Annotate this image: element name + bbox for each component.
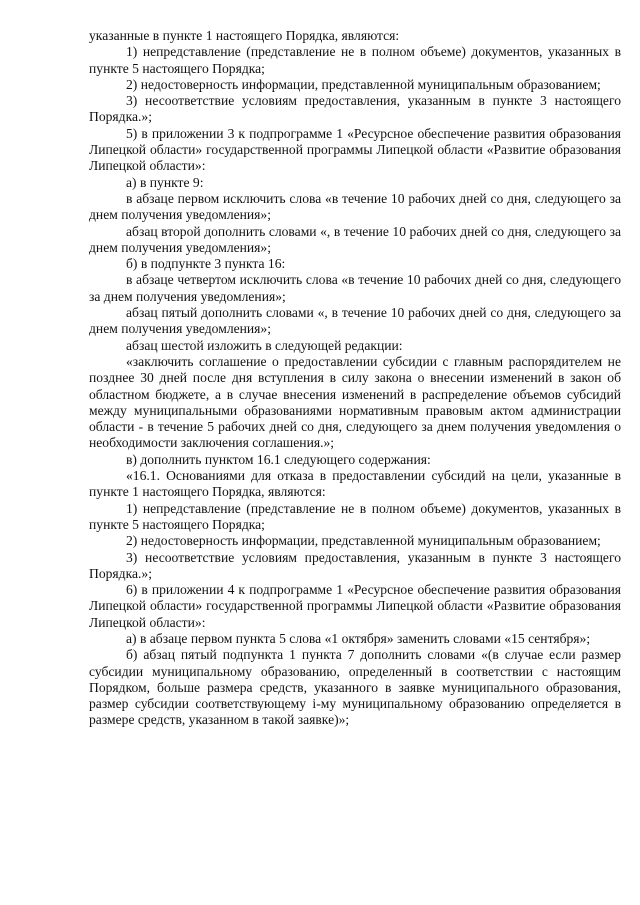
paragraph: 1) непредставление (представление не в полном объеме) документов, указанных в пункте 5 настоящего Порядка; bbox=[89, 44, 621, 76]
paragraph: а) в пункте 9: bbox=[126, 174, 204, 190]
paragraph: «16.1. Основаниями для отказа в предоставлении субсидий на цели, указанные в пункте 1 настоящего Порядка, являются: bbox=[89, 468, 621, 500]
document-page bbox=[89, 28, 621, 729]
paragraph: в абзаце четвертом исключить слова «в течение 10 рабочих дней со дня, следующего за днем получения уведомления»; bbox=[89, 272, 621, 304]
paragraph: б) абзац пятый подпункта 1 пункта 7 дополнить словами «(в случае если размер субсидии муниципальному образованию, определенный в соответствии с настоящим Порядком, больше размера средств, указанного в заявке муниципального образования, размер субсидии соответствующему i-му муниципальному образованию определяется в размере средств, указанном в такой заявке)»; bbox=[89, 647, 621, 728]
paragraph-continuation: указанные в пункте 1 настоящего Порядка, являются: bbox=[89, 28, 400, 43]
paragraph: 3) несоответствие условиям предоставления, указанным в пункте 3 настоящего Порядка.»; bbox=[89, 93, 621, 125]
paragraph: в) дополнить пунктом 16.1 следующего содержания: bbox=[126, 451, 431, 467]
paragraph: абзац второй дополнить словами «, в течение 10 рабочих дней со дня, следующего за днем получения уведомления»; bbox=[89, 223, 621, 255]
paragraph: абзац пятый дополнить словами «, в течение 10 рабочих дней со дня, следующего за днем получения уведомления»; bbox=[89, 305, 621, 337]
paragraph: в абзаце первом исключить слова «в течение 10 рабочих дней со дня, следующего за днем получения уведомления»; bbox=[89, 190, 621, 223]
paragraph: а) в абзаце первом пункта 5 слова «1 октября» заменить словами «15 сентября»; bbox=[126, 630, 591, 646]
paragraph: абзац шестой изложить в следующей редакции: bbox=[126, 337, 403, 353]
paragraph: 5) в приложении 3 к подпрограмме 1 «Ресурсное обеспечение развития образования Липецкой области» государственной программы Липецкой области «Развитие образования Липецкой области»: bbox=[89, 125, 621, 174]
paragraph: 1) непредставление (представление не в полном объеме) документов, указанных в пункте 5 настоящего Порядка; bbox=[89, 500, 621, 532]
paragraph: 3) несоответствие условиям предоставления, указанным в пункте 3 настоящего Порядка.»; bbox=[89, 549, 621, 581]
paragraph: б) в подпункте 3 пункта 16: bbox=[126, 256, 286, 272]
paragraph: «заключить соглашение о предоставлении субсидии с главным распорядителем не позднее 30 дней после дня вступления в силу закона о внесении изменений в закон об областном бюджете, а в случае внесения изменений в распределение объемов субсидий между муниципальными образованиями нормативным правовым актом администрации области - в течение 5 рабочих дней со дня, следующего за днем получения уведомления о необходимости заключения соглашения.»; bbox=[89, 353, 621, 451]
paragraph: 2) недостоверность информации, представленной муниципальным образованием; bbox=[126, 533, 601, 549]
paragraph: 2) недостоверность информации, представленной муниципальным образованием; bbox=[126, 76, 601, 92]
paragraph: 6) в приложении 4 к подпрограмме 1 «Ресурсное обеспечение развития образования Липецкой области» государственной программы Липецкой области «Развитие образования Липецкой области»: bbox=[89, 582, 621, 630]
